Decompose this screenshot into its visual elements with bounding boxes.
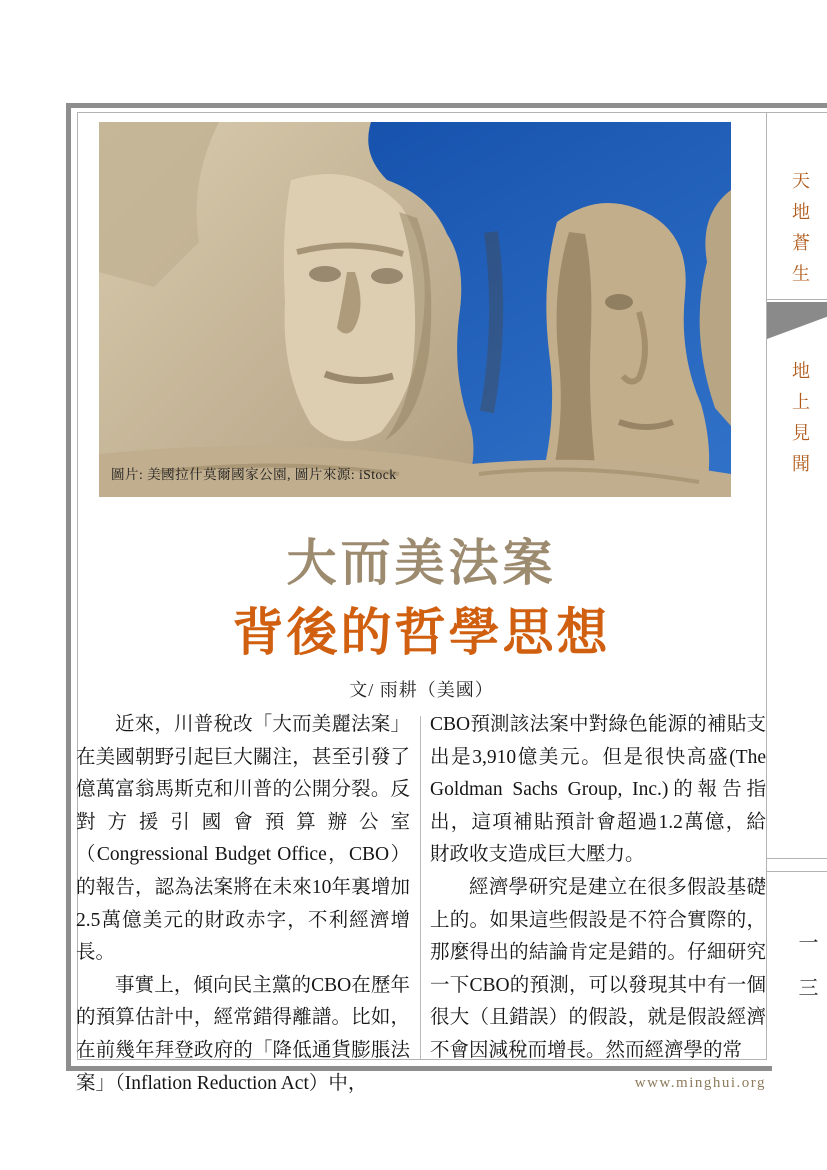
photo-caption: 圖片: 美國拉什莫爾國家公園, 圖片來源: iStock [111, 467, 397, 482]
frame-left-bar [66, 103, 71, 1071]
frame-top-bar [66, 103, 827, 108]
section-pointer-swoosh [767, 302, 827, 339]
article-photo-mount-rushmore [99, 122, 731, 497]
inner-frame-top-line [77, 112, 827, 113]
paragraph: 近來，川普稅改「大而美麗法案」在美國朝野引起巨大關注，甚至引發了億萬富翁馬斯克和川普的公開分裂。反對方援引國會預算辦公室（Congressional Budget Office，CBO）的報告，認為法案將在未來10年裏增加2.5萬億美元的財政赤字，不利經濟增長。 [76, 714, 410, 964]
sidebar-divider-line [766, 112, 767, 1059]
page-number: 一三 [795, 932, 817, 1022]
paragraph-continuation: CBO預測該法案中對綠色能源的補貼支出是3,910億美元。但是很快高盛(The Goldman Sachs Group, Inc.)的報告指出，這項補貼預計會超過1.2萬億，給財政收支造成巨大壓力。 [430, 714, 766, 866]
sidebar-section-label-bottom: 地上見聞 [790, 361, 810, 485]
page-number-rule-bottom [766, 871, 827, 872]
column-divider-line [420, 716, 421, 1060]
article-title-line2: 背後的哲學思想 [232, 604, 611, 661]
paragraph: 事實上，傾向民主黨的CBO在歷年的預算估計中，經常錯得離譜。比如，在前幾年拜登政府的「降低通貨膨脹法案」（Inflation Reduction Act）中， [76, 974, 410, 1094]
body-column-right [430, 709, 766, 1068]
body-column-left [76, 709, 410, 1100]
article-byline: 文/ 雨耕（美國） [349, 680, 494, 700]
paragraph: 經濟學研究是建立在很多假設基礎上的。如果這些假設是不符合實際的，那麼得出的結論肯定是錯的。仔細研究一下CBO的預測，可以發現其中有一個很大（且錯誤）的假設，就是假設經濟不會因減稅而增長。然而經濟學的常 [430, 876, 766, 1061]
sidebar-separator-line [766, 299, 827, 300]
sidebar-section-label-top: 天地蒼生 [790, 171, 810, 295]
mount-rushmore-illustration [99, 122, 731, 497]
page-number-rule-top [766, 858, 827, 859]
article-title-line1: 大而美法案 [286, 535, 557, 591]
website-url: www.minghui.org [634, 1075, 766, 1091]
